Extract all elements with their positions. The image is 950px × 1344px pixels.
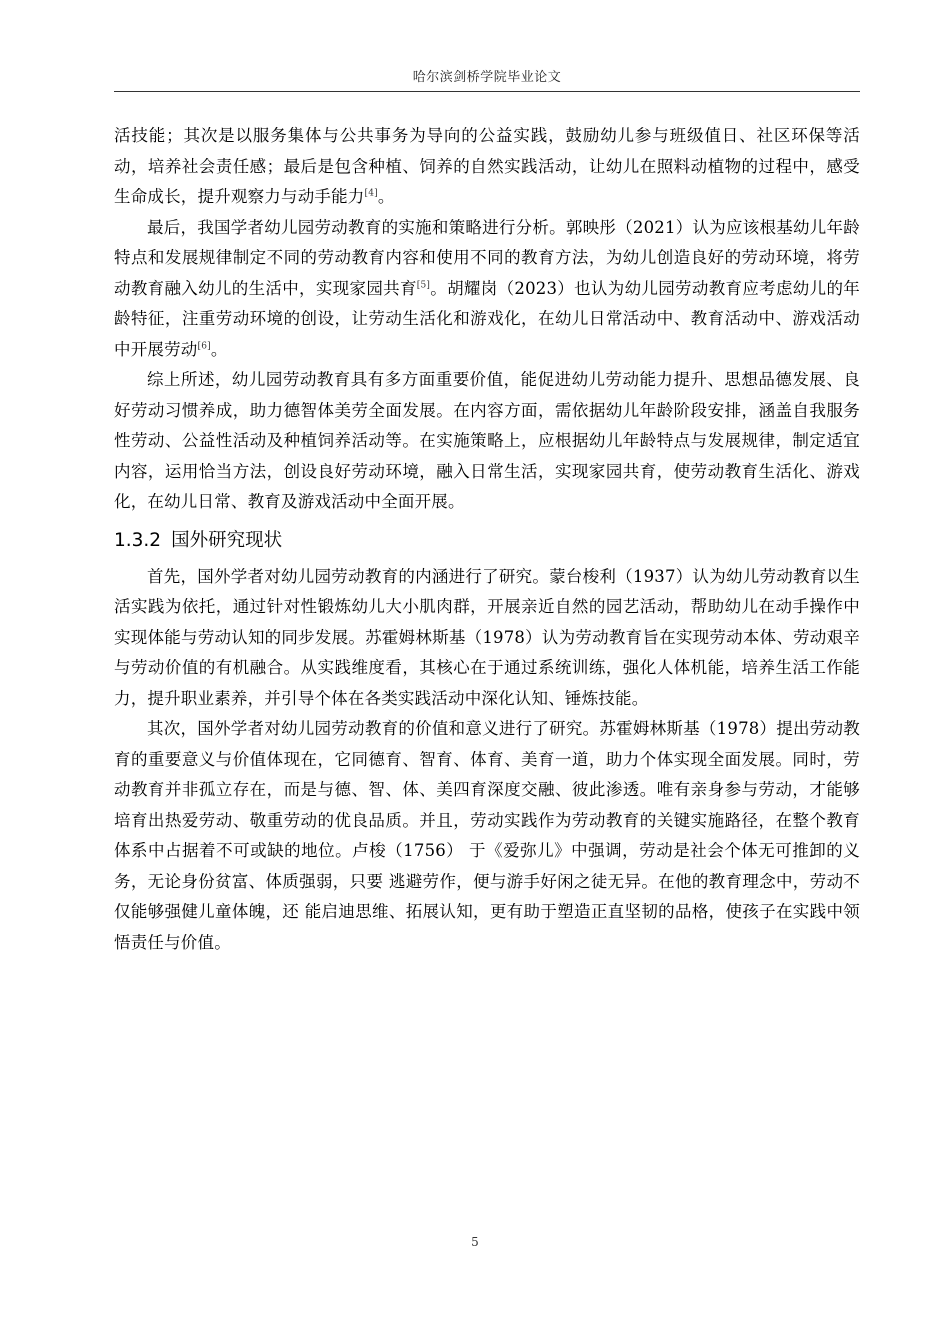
page-body	[114, 121, 860, 958]
paragraph-text: 最后，我国学者幼儿园劳动教育的实施和策略进行分析。郭映彤（2021）认为应该根基幼儿年龄特点和发展规律制定不同的劳动教育内容和使用不同的教育方法，为幼儿创造良好的劳动环境，将劳动教育融入幼儿的生活中，实现家园共育	[114, 217, 860, 298]
paragraph-text: 首先，国外学者对幼儿园劳动教育的内涵进行了研究。蒙台梭利（1937）认为幼儿劳动教育以生活实践为依托，通过针对性锻炼幼儿大小肌肉群，开展亲近自然的园艺活动，帮助幼儿在动手操作中实现体能与劳动认知的同步发展。苏霍姆林斯基（1978）认为劳动教育旨在实现劳动本体、劳动艰辛与劳动价值的有机融合。从实践维度看，其核心在于通过系统训练，强化人体机能，培养生活工作能力，提升职业素养，并引导个体在各类实践活动中深化认知、锤炼技能。	[114, 566, 860, 708]
paragraph-foreign-value	[114, 714, 860, 958]
paragraph-continuation	[114, 121, 860, 213]
citation-marker: [5]	[416, 280, 431, 290]
paragraph-foreign-connotation	[114, 562, 860, 715]
paragraph-text: 活技能；其次是以服务集体与公共事务为导向的公益实践，鼓励幼儿参与班级值日、社区环保等活动，培养社会责任感；最后是包含种植、饲养的自然实践活动，让幼儿在照料动植物的过程中，感受生命成长，提升观察力与动手能力	[114, 126, 860, 206]
paragraph-text: 其次，国外学者对幼儿园劳动教育的价值和意义进行了研究。苏霍姆林斯基（1978）提出劳动教育的重要意义与价值体现在，它同德育、智育、体育、美育一道，助力个体实现全面发展。同时，劳动教育并非孤立存在，而是与德、智、体、美四育深度交融、彼此渗透。唯有亲身参与劳动，才能够培育出热爱劳动、敬重劳动的优良品质。并且，劳动实践作为劳动教育的关键实施路径，在整个教育体系中占据着不可或缺的地位。卢梭（1756） 于《爱弥儿》中强调，劳动是社会个体无可推卸的义务，无论身份贫富、体质强弱，只要 逃避劳作，便与游手好闲之徒无异。在他的教育理念中，劳动不仅能够强健儿童体魄，还 能启迪思维、拓展认知，更有助于塑造正直坚韧的品格，使孩子在实践中领悟责任与价值。	[114, 719, 860, 952]
citation-marker: [6]	[197, 341, 211, 351]
section-number: 1.3.2	[114, 529, 162, 551]
paragraph-text-end: 。	[377, 187, 395, 206]
paragraph-text-end: 。	[210, 339, 228, 359]
section-title: 国外研究现状	[171, 529, 283, 551]
paragraph-implementation	[114, 213, 860, 366]
header-divider	[114, 91, 860, 92]
page-header-title: 哈尔滨剑桥学院毕业论文	[412, 70, 562, 85]
section-heading	[114, 526, 860, 556]
paragraph-summary	[114, 365, 860, 518]
paragraph-text-continued: 。胡耀岗（2023）也认为幼儿园劳动教育应考虑幼儿的年龄特征，注重劳动环境的创设，让劳动生活化和游戏化，在幼儿日常活动中、教育活动中、游戏活动中开展劳动	[114, 278, 860, 359]
paragraph-text: 综上所述，幼儿园劳动教育具有多方面重要价值，能促进幼儿劳动能力提升、思想品德发展、良好劳动习惯养成，助力德智体美劳全面发展。在内容方面，需依据幼儿年龄阶段安排，涵盖自我服务性劳动、公益性活动及种植饲养活动等。在实施策略上，应根据幼儿年龄特点与发展规律，制定适宜内容，运用恰当方法，创设良好劳动环境，融入日常生活，实现家园共育，使劳动教育生活化、游戏化，在幼儿日常、教育及游戏活动中全面开展。	[114, 370, 860, 511]
page-number: 5	[471, 1235, 479, 1249]
citation-marker: [4]	[364, 188, 378, 199]
